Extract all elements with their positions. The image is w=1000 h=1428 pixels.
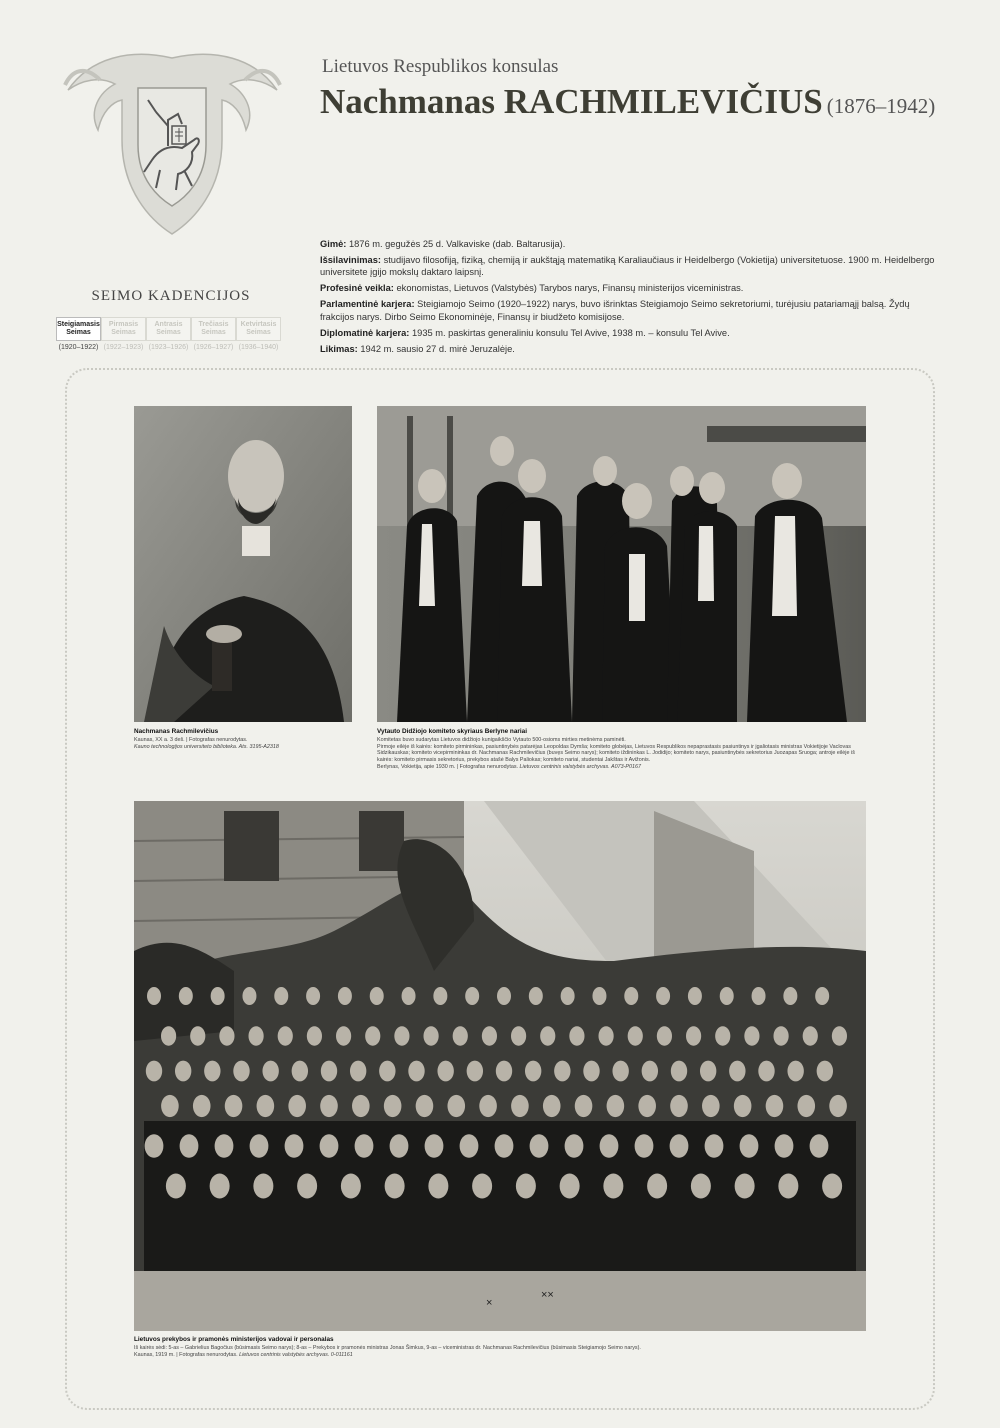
term-years: (1926–1927) xyxy=(193,344,234,351)
person-face xyxy=(569,1026,584,1045)
caption-line: Komitetas buvo sudarytas Lietuvos didžiojo kunigaikščio Vytauto 500-osioms mirties metinėms paminėti. xyxy=(377,736,626,743)
vytis-emblem-icon xyxy=(60,40,285,240)
person-face xyxy=(511,1095,529,1117)
person-face xyxy=(341,1174,361,1199)
person-face xyxy=(253,1174,273,1199)
person-face xyxy=(497,987,511,1005)
person-face xyxy=(437,1061,453,1082)
person-face xyxy=(729,1061,745,1082)
person-face xyxy=(145,1134,164,1158)
person-face xyxy=(778,1174,798,1199)
person-face xyxy=(288,1095,306,1117)
term-years: (1920–1922) xyxy=(58,344,99,351)
bio-label: Parlamentinė karjera: xyxy=(320,299,415,310)
person-face xyxy=(384,1095,402,1117)
person-face xyxy=(297,1174,317,1199)
terms-list xyxy=(56,317,281,351)
person-face xyxy=(575,1095,593,1117)
caption-place: Kaunas, 1919 m. | Fotografas nenurodytas. xyxy=(134,1351,238,1358)
person-face xyxy=(211,987,225,1005)
caption-line xyxy=(377,764,866,771)
portrait-caption xyxy=(134,729,352,750)
person-face xyxy=(146,1061,162,1082)
term-line: Seimas xyxy=(111,329,136,336)
person-face xyxy=(705,1134,724,1158)
person-face xyxy=(592,987,606,1005)
person-face xyxy=(242,987,256,1005)
person-face xyxy=(686,1026,701,1045)
person-face xyxy=(321,1061,337,1082)
person-face xyxy=(225,1095,243,1117)
svg-text:××: ×× xyxy=(541,1289,554,1301)
person-face xyxy=(744,1026,759,1045)
person-face xyxy=(262,1061,278,1082)
term-line: Seimas xyxy=(156,329,181,336)
person-face xyxy=(822,1174,842,1199)
person-face xyxy=(583,1061,599,1082)
person-face xyxy=(740,1134,759,1158)
term-line: Pirmasis xyxy=(108,321,139,328)
person-face xyxy=(787,1061,803,1082)
term-ketvirtasis xyxy=(236,317,281,351)
person-face xyxy=(783,987,797,1005)
person-face xyxy=(285,1134,304,1158)
person-face xyxy=(688,987,702,1005)
person-face xyxy=(161,1026,176,1045)
person-face xyxy=(394,1026,409,1045)
person-face xyxy=(516,1174,536,1199)
person-face xyxy=(447,1095,465,1117)
person-face xyxy=(829,1095,847,1117)
person-face xyxy=(720,987,734,1005)
person-face xyxy=(670,1134,689,1158)
person-face xyxy=(467,1061,483,1082)
bio-profession xyxy=(320,282,945,294)
term-line: Trečiasis xyxy=(198,321,229,328)
term-label xyxy=(56,317,101,341)
person-face xyxy=(320,1095,338,1117)
person-face xyxy=(817,1061,833,1082)
person-face xyxy=(248,1026,263,1045)
person-face xyxy=(598,1026,613,1045)
person-face xyxy=(543,1095,561,1117)
person-face xyxy=(233,1061,249,1082)
bio-label: Profesinė veikla: xyxy=(320,283,394,294)
term-years: (1936–1940) xyxy=(238,344,279,351)
term-years: (1923–1926) xyxy=(148,344,189,351)
caption-source: Lietuvos centrinis valstybės archyvas. 0-011161 xyxy=(239,1351,353,1358)
person-face xyxy=(193,1095,211,1117)
bio-text: 1935 m. paskirtas generaliniu konsulu Tel Avive, 1938 m. – konsulu Tel Avive. xyxy=(411,327,730,338)
page-title xyxy=(320,82,935,122)
term-line: Steigiamasis xyxy=(57,321,100,328)
person-face xyxy=(408,1061,424,1082)
person-face xyxy=(370,987,384,1005)
person-face xyxy=(161,1095,179,1117)
term-line: Seimas xyxy=(246,329,271,336)
person-face xyxy=(453,1026,468,1045)
bio-parliament xyxy=(320,298,945,323)
person-face xyxy=(671,1061,687,1082)
person-face xyxy=(274,987,288,1005)
person-face xyxy=(647,1174,667,1199)
person-face xyxy=(425,1134,444,1158)
person-face xyxy=(635,1134,654,1158)
caption-title: Nachmanas Rachmilevičius xyxy=(134,728,219,735)
person-face xyxy=(204,1061,220,1082)
person-face xyxy=(433,987,447,1005)
person-face xyxy=(529,987,543,1005)
person-face xyxy=(292,1061,308,1082)
subtitle: Lietuvos Respublikos konsulas xyxy=(322,56,559,77)
person-face xyxy=(612,1061,628,1082)
person-face xyxy=(624,987,638,1005)
person-face xyxy=(307,1026,322,1045)
biography xyxy=(320,238,945,359)
person-face xyxy=(511,1026,526,1045)
person-face xyxy=(773,1026,788,1045)
person-face xyxy=(735,1174,755,1199)
ministry-caption xyxy=(134,1337,866,1358)
person-face xyxy=(642,1061,658,1082)
caption-line: Pirmoje eilėje iš kairės: komiteto pirmininkas, pasiuntinybės patarėjas Leopoldas Dymša; komiteto globėjas, Lietuvos Respublikos nepaprastasis pasiuntinys ir įgaliotasis ministras Vokietijoje Vaclovas Sidzikauskas; komiteto vicepirmininkas dr. Nachmanas Rachmilevičius (buvęs Seimo narys); komiteto iždininkas L. Jodidijo; komiteto narys, pasiuntinybės sekretorius Juozapas Sruoga; antroje eilėje iš kairės: komiteto pirmasis sekretorius, prekybos atašė Balys Paliokas; komiteto nariai, studentai Jakštas ir Avižonis. xyxy=(377,743,855,764)
term-line: Ketvirtasis xyxy=(240,321,277,328)
person-face xyxy=(565,1134,584,1158)
term-pirmasis xyxy=(101,317,146,351)
person-name: Nachmanas RACHMILEVIČIUS xyxy=(320,82,823,121)
term-steigiamasis xyxy=(56,317,101,351)
person-face xyxy=(561,987,575,1005)
bio-birth xyxy=(320,238,945,250)
person-face xyxy=(638,1095,656,1117)
term-antrasis xyxy=(146,317,191,351)
term-years: (1922–1923) xyxy=(103,344,144,351)
person-face xyxy=(600,1134,619,1158)
person-face xyxy=(350,1061,366,1082)
term-label xyxy=(146,317,191,341)
person-face xyxy=(278,1026,293,1045)
person-face xyxy=(379,1061,395,1082)
caption-line: Iš kairės sėdi: 5-as – Gabrielius Bagočius (būsimasis Seimo narys); 8-as – Prekybos ir pramonės ministras Jonas Šimkus, 9-as – viceministras dr. Nachmanas Rachmilevičius (būsimasis Steigiamojo Seimo narys). xyxy=(134,1344,641,1351)
person-face xyxy=(832,1026,847,1045)
person-face xyxy=(180,1134,199,1158)
caption-source: Lietuvos centrinis valstybės archyvas. A073-P0167 xyxy=(519,763,641,770)
bio-text: 1942 m. sausio 27 d. mirė Jeruzalėje. xyxy=(360,343,515,354)
person-face xyxy=(416,1095,434,1117)
terms-title: SEIMO KADENCIJOS xyxy=(91,288,251,304)
person-face xyxy=(560,1174,580,1199)
person-face xyxy=(352,1095,370,1117)
person-face xyxy=(810,1134,829,1158)
person-face xyxy=(320,1134,339,1158)
person-face xyxy=(250,1134,269,1158)
person-face xyxy=(803,1026,818,1045)
bio-label: Likimas: xyxy=(320,343,358,354)
person-face xyxy=(495,1134,514,1158)
bio-education xyxy=(320,254,945,279)
person-face xyxy=(758,1061,774,1082)
portrait-photo xyxy=(134,406,352,722)
person-face xyxy=(715,1026,730,1045)
berlin-group-photo xyxy=(377,406,866,722)
person-face xyxy=(338,987,352,1005)
person-face xyxy=(210,1174,230,1199)
bio-text: 1876 m. gegužės 25 d. Valkaviske (dab. Baltarusija). xyxy=(348,239,566,249)
person-face xyxy=(702,1095,720,1117)
person-face xyxy=(530,1134,549,1158)
person-face xyxy=(257,1095,275,1117)
bio-label: Diplomatinė karjera: xyxy=(320,327,410,338)
person-face xyxy=(423,1026,438,1045)
term-label xyxy=(236,317,281,341)
person-face xyxy=(603,1174,623,1199)
person-face xyxy=(752,987,766,1005)
bio-text: ekonomistas, Lietuvos (Valstybės) Tarybos narys, Finansų ministerijos viceministras. xyxy=(396,283,744,294)
bio-text: Steigiamojo Seimo (1920–1922) narys, buvo išrinktas Steigiamojo Seimo sekretoriumi, turėjusiu patariamąjį balsą. Žydų frakcijos narys. Dirbo Seimo Ekonominėje, Finansų ir biudžeto komisijose. xyxy=(320,299,910,322)
person-face xyxy=(428,1174,448,1199)
term-line: Seimas xyxy=(66,329,91,336)
person-face xyxy=(166,1174,186,1199)
term-line: Antrasis xyxy=(154,321,183,328)
person-face xyxy=(700,1061,716,1082)
caption-title: Lietuvos prekybos ir pramonės ministerijos vadovai ir personalas xyxy=(134,1336,334,1343)
bio-label: Gimė: xyxy=(320,239,347,249)
term-line: Seimas xyxy=(201,329,226,336)
person-face xyxy=(691,1174,711,1199)
caption-source: Kauno technologijos universiteto biblioteka. Ats. 3195-A2318 xyxy=(134,743,279,750)
person-face xyxy=(496,1061,512,1082)
person-face xyxy=(525,1061,541,1082)
person-face xyxy=(306,987,320,1005)
person-face xyxy=(734,1095,752,1117)
person-face xyxy=(482,1026,497,1045)
person-face xyxy=(479,1095,497,1117)
person-face xyxy=(540,1026,555,1045)
person-face xyxy=(355,1134,374,1158)
caption-line: Kaunas, XX a. 3 deš. | Fotografas nenurodytas. xyxy=(134,736,248,743)
person-face xyxy=(656,987,670,1005)
caption-title: Vytauto Didžiojo komiteto skyriaus Berlyne nariai xyxy=(377,728,527,735)
person-face xyxy=(219,1026,234,1045)
person-face xyxy=(460,1134,479,1158)
person-face xyxy=(402,987,416,1005)
person-face xyxy=(147,987,161,1005)
person-face xyxy=(175,1061,191,1082)
person-face xyxy=(190,1026,205,1045)
person-face xyxy=(670,1095,688,1117)
person-face xyxy=(472,1174,492,1199)
caption-place: Berlynas, Vokietija, apie 1930 m. | Fotografas nenurodytas. xyxy=(377,763,519,770)
person-face xyxy=(179,987,193,1005)
term-label xyxy=(191,317,236,341)
person-face xyxy=(215,1134,234,1158)
person-face xyxy=(775,1134,794,1158)
person-face xyxy=(385,1174,405,1199)
person-face xyxy=(390,1134,409,1158)
svg-text:×: × xyxy=(486,1297,493,1309)
life-years: (1876–1942) xyxy=(826,94,936,118)
person-face xyxy=(657,1026,672,1045)
person-face xyxy=(815,987,829,1005)
ministry-staff-photo xyxy=(134,801,866,1331)
term-label xyxy=(101,317,146,341)
person-face xyxy=(336,1026,351,1045)
bio-diplomatic xyxy=(320,327,945,339)
bio-fate xyxy=(320,343,945,355)
person-face xyxy=(766,1095,784,1117)
person-face xyxy=(797,1095,815,1117)
bio-label: Išsilavinimas: xyxy=(320,255,381,265)
person-face xyxy=(365,1026,380,1045)
berlin-caption xyxy=(377,729,866,771)
person-face xyxy=(554,1061,570,1082)
term-treciasis xyxy=(191,317,236,351)
person-face xyxy=(628,1026,643,1045)
bio-text: studijavo filosofiją, fiziką, chemiją ir aukštąją matematiką Karaliaučiaus ir Heidelbergo (Vokietija) universitetuose. 1900 m. Heidelbergo universitete įgijo mokslų daktaro laipsnį. xyxy=(320,255,935,278)
caption-line xyxy=(134,1352,866,1359)
person-face xyxy=(607,1095,625,1117)
person-face xyxy=(465,987,479,1005)
